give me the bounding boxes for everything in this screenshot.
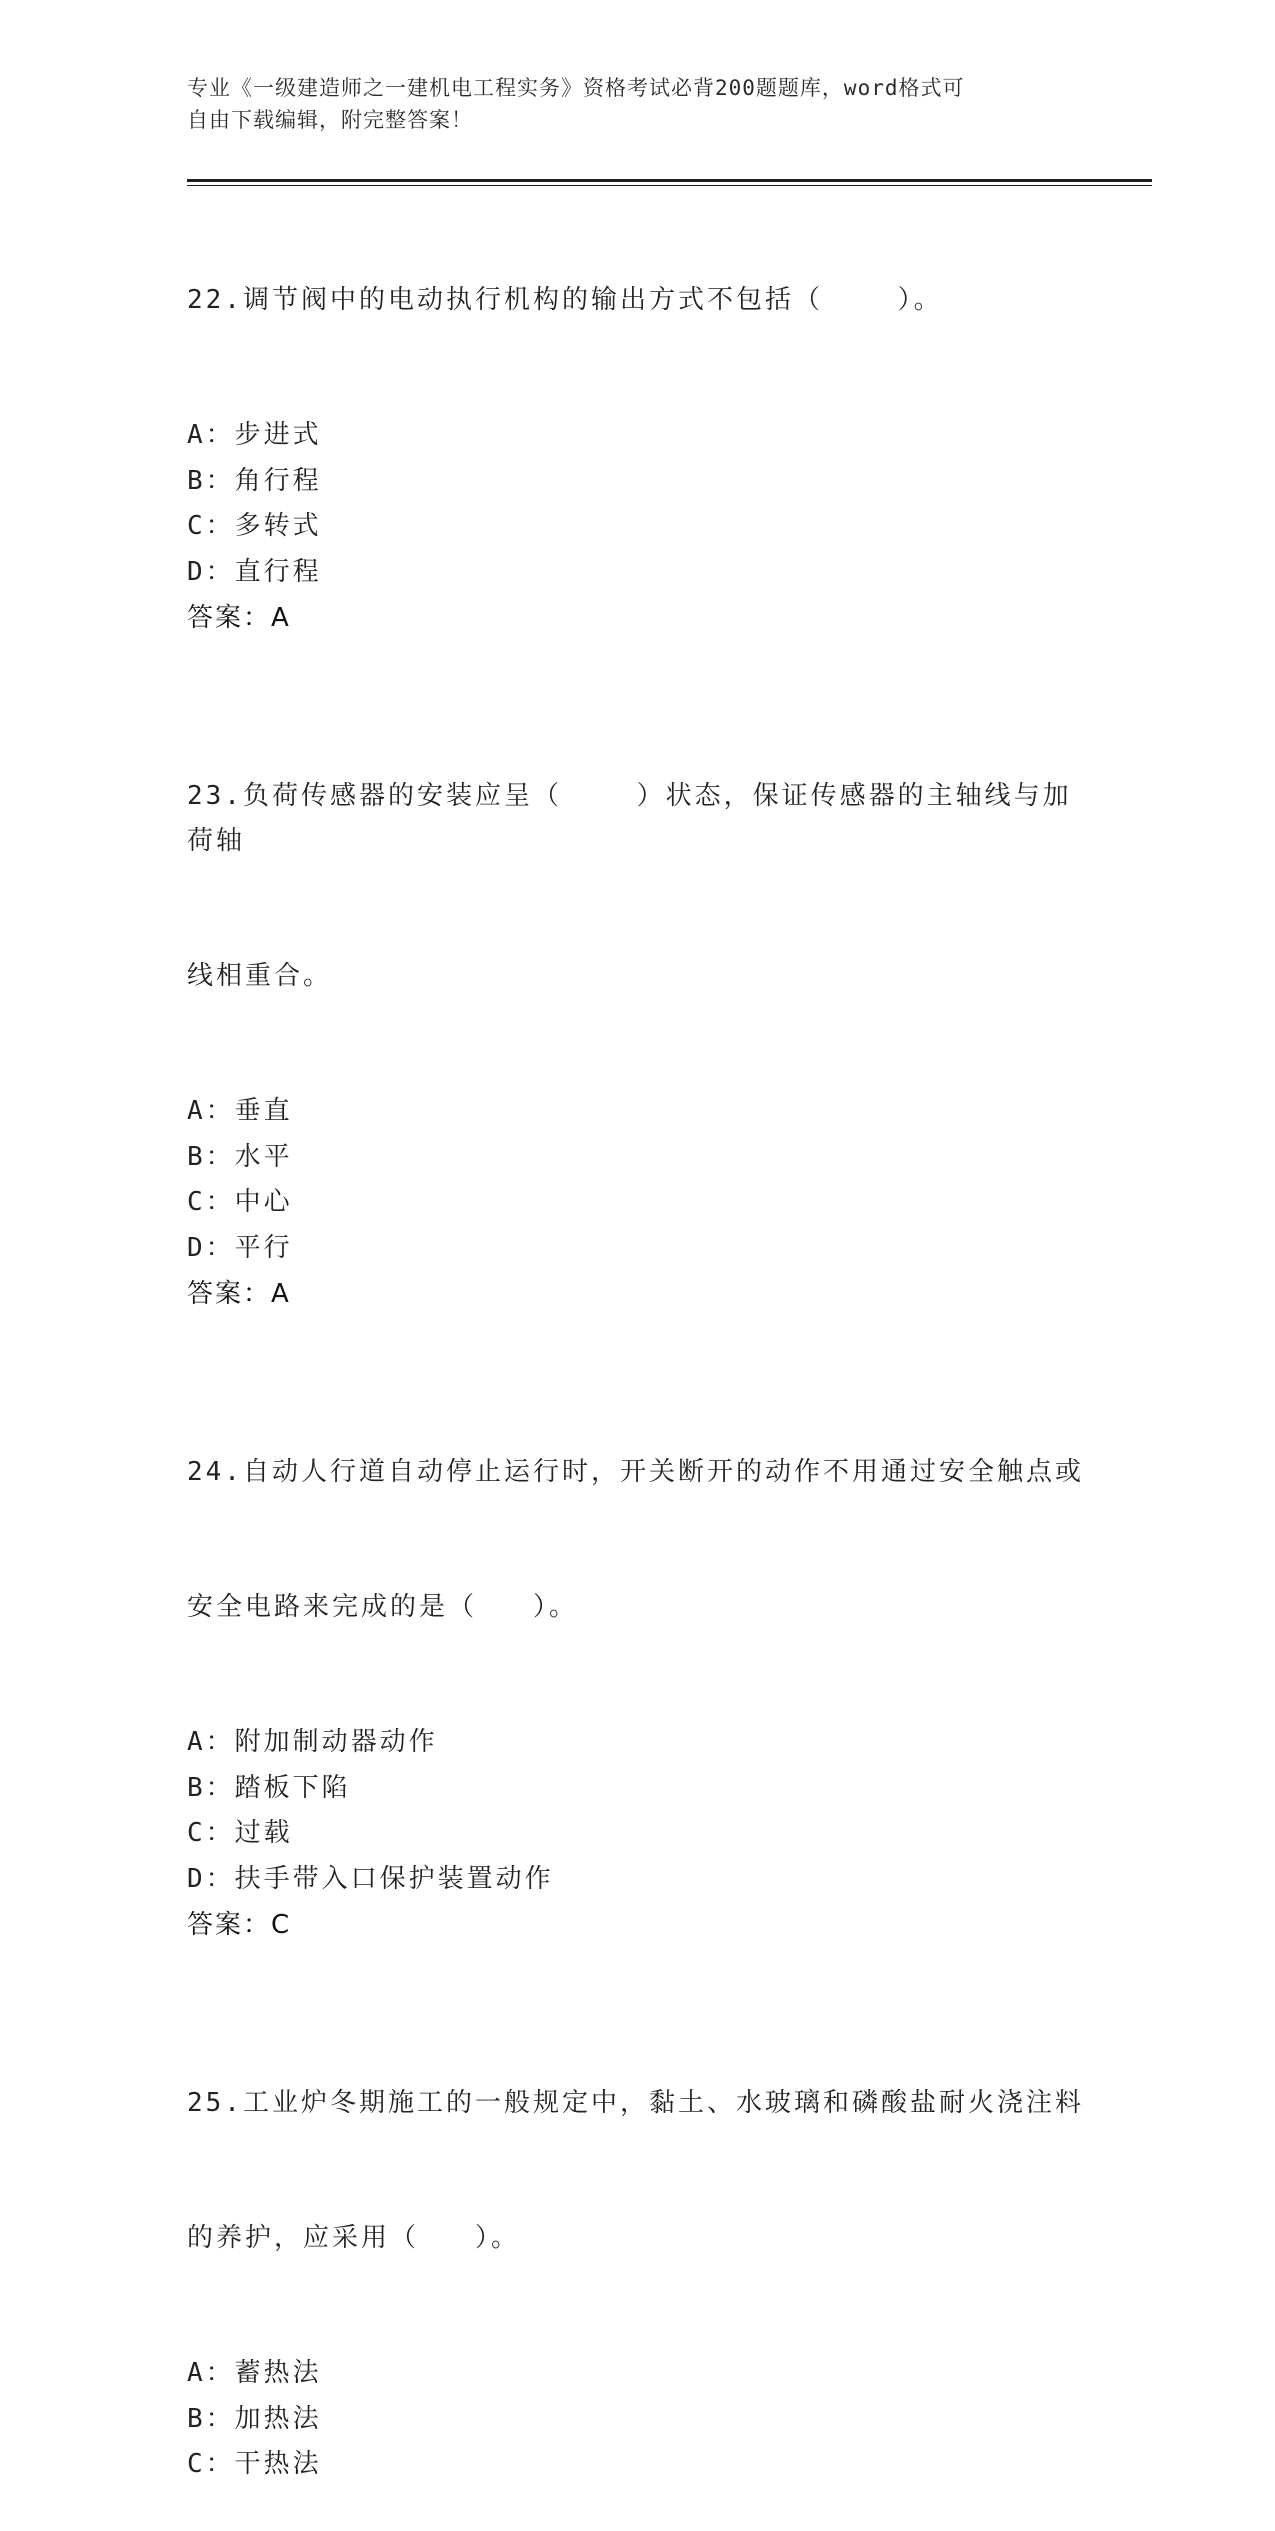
question-stem-line: 25.工业炉冬期施工的一般规定中，黏土、水玻璃和磷酸盐耐火浇注料 — [187, 2088, 1084, 2118]
option-a: A：步进式 — [187, 420, 322, 450]
question-stem — [187, 1360, 1087, 1720]
header-divider-thin — [187, 185, 1152, 186]
question-stem — [187, 188, 1087, 413]
option-d: D：扶手带入口保护装置动作 — [187, 1863, 554, 1894]
option-c: C：干热法 — [187, 2449, 322, 2479]
document-header — [187, 72, 1067, 136]
question-23 — [187, 684, 1087, 1317]
option-a: A：蓄热法 — [187, 2358, 322, 2388]
question-stem — [187, 684, 1087, 1089]
option-a: A：附加制动器动作 — [187, 1727, 438, 1757]
answer-label: 答案：A — [187, 603, 291, 633]
option-b: B：加热法 — [187, 2403, 322, 2434]
question-stem-line: 的养护，应采用（ ）。 — [187, 2223, 520, 2253]
option-c: C：中心 — [187, 1187, 293, 1217]
option-b: B：角行程 — [187, 465, 322, 496]
option-b: B：踏板下陷 — [187, 1772, 351, 1803]
answer-label: 答案：A — [187, 1279, 291, 1309]
question-stem-line: 23.负荷传感器的安装应呈（ ）状态，保证传感器的主轴线与加荷轴 — [187, 781, 1072, 856]
question-stem-line: 安全电路来完成的是（ ）。 — [187, 1592, 578, 1622]
option-d: D：直行程 — [187, 556, 322, 587]
option-c: C：过载 — [187, 1818, 293, 1848]
answer-label: 答案：C — [187, 1910, 292, 1940]
question-stem — [187, 1991, 1087, 2351]
option-c: C：多转式 — [187, 511, 322, 541]
question-list — [187, 188, 1087, 2531]
option-d: D：平行 — [187, 1232, 293, 1263]
header-line-2: 自由下载编辑，附完整答案！ — [187, 108, 473, 132]
header-line-1: 专业《一级建造师之一建机电工程实务》资格考试必背200题题库，word格式可 — [187, 76, 965, 100]
question-24 — [187, 1360, 1087, 1948]
question-stem-line: 线相重合。 — [187, 961, 333, 991]
header-divider-thick — [187, 179, 1152, 182]
question-stem-line: 24.自动人行道自动停止运行时，开关断开的动作不用通过安全触点或 — [187, 1457, 1084, 1487]
option-a: A：垂直 — [187, 1096, 293, 1126]
question-22 — [187, 188, 1087, 641]
option-b: B：水平 — [187, 1141, 293, 1172]
question-25 — [187, 1991, 1087, 2488]
question-stem-line: 22.调节阀中的电动执行机构的输出方式不包括（ ）。 — [187, 285, 943, 315]
